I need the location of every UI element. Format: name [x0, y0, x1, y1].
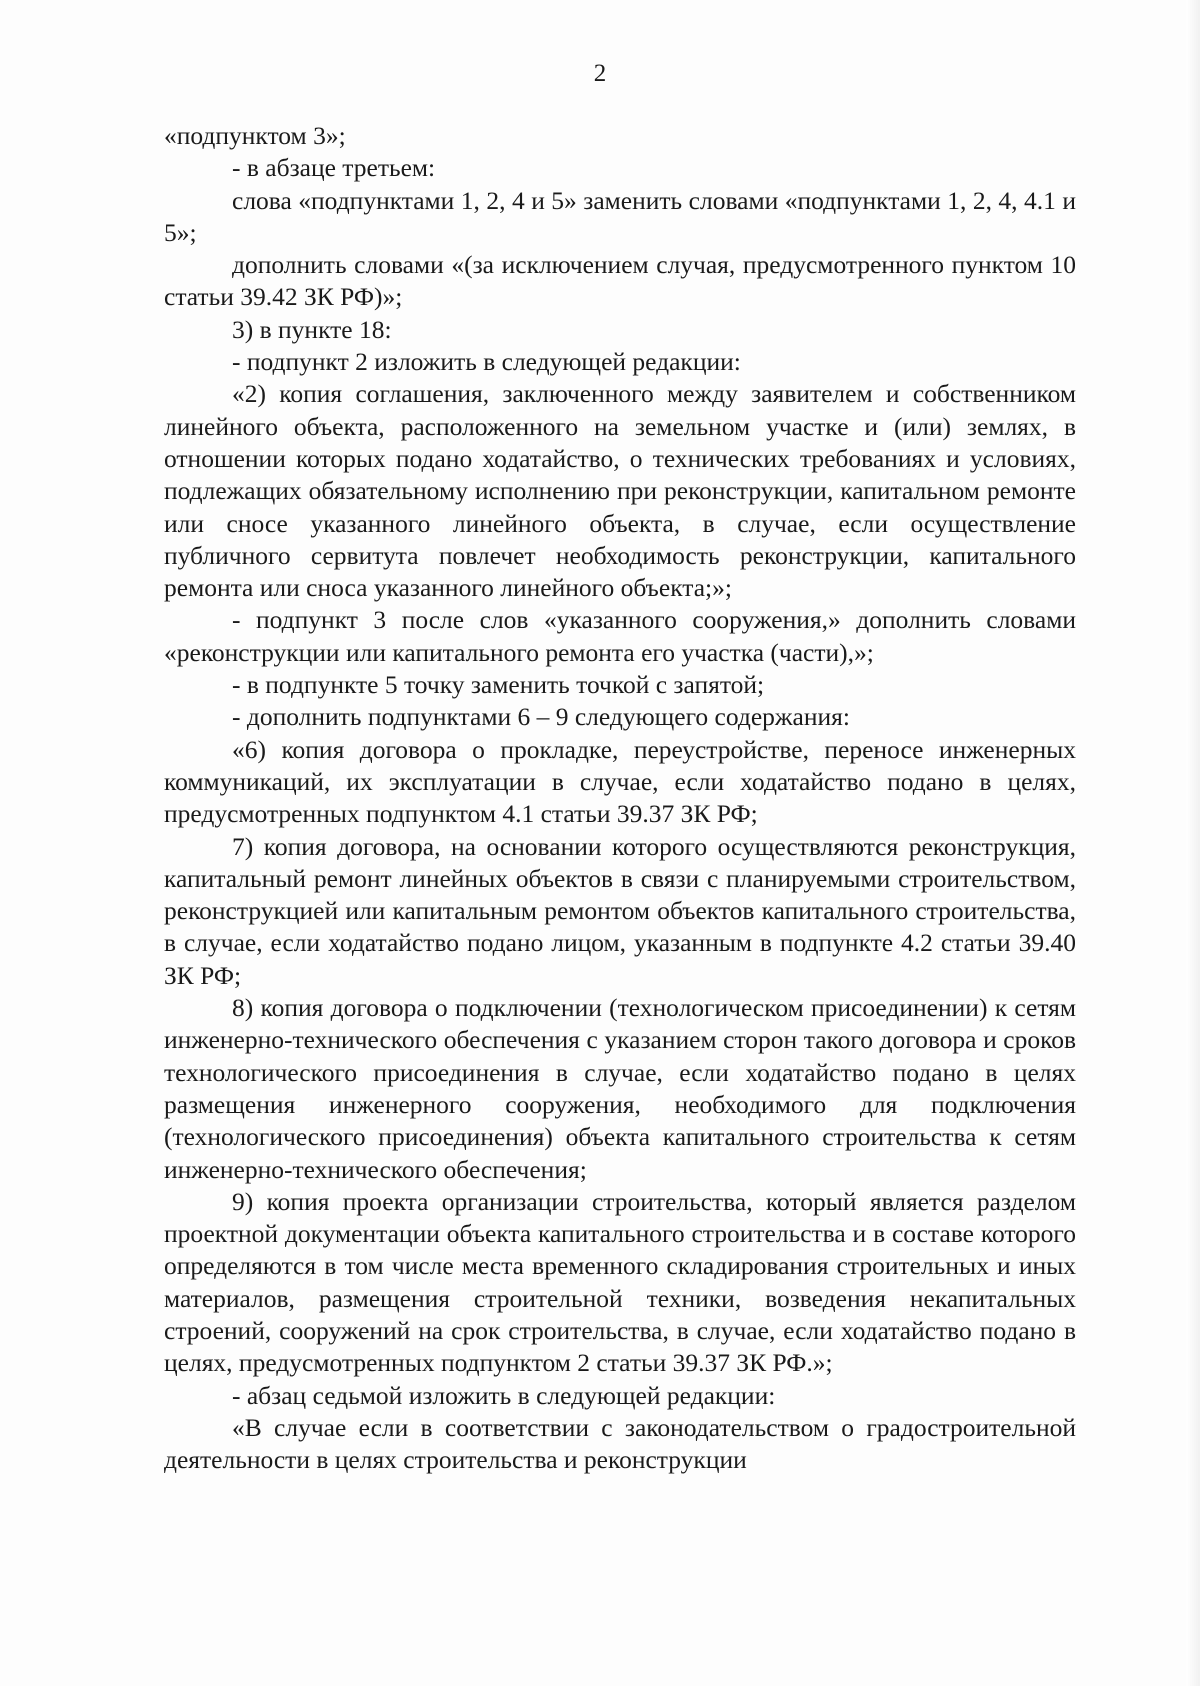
- paragraph: - подпункт 3 после слов «указанного сооружения,» дополнить словами «реконструкции или капитального ремонта его участка (части),»;: [164, 605, 1076, 667]
- paragraph: - в абзаце третьем:: [232, 153, 436, 183]
- paragraph: - абзац седьмой изложить в следующей редакции:: [232, 1380, 776, 1410]
- paragraph: - подпункт 2 изложить в следующей редакции:: [232, 347, 741, 377]
- paragraph: 9) копия проекта организации строительства, который является разделом проектной документации объекта капитального строительства и в составе которого определяются в том числе места временного складирования строительных и иных материалов, размещения строительной техники, возведения некапитальных строений, сооружений на срок строительства, в случае, если ходатайство подано в целях, предусмотренных подпунктом 2 статьи 39.37 ЗК РФ.»;: [164, 1186, 1076, 1378]
- paragraph: 7) копия договора, на основании которого осуществляются реконструкция, капитальный ремонт линейных объектов в связи с планируемыми строительством, реконструкцией или капитальным ремонтом объектов капитального строительства, в случае, если ходатайство подано лицом, указанным в подпункте 4.2 статьи 39.40 ЗК РФ;: [164, 831, 1076, 990]
- paragraph: - в подпункте 5 точку заменить точкой с запятой;: [232, 670, 765, 700]
- paragraph: «6) копия договора о прокладке, переустройстве, переносе инженерных коммуникаций, их эксплуатации в случае, если ходатайство подано в целях, предусмотренных подпунктом 4.1 статьи 39.37 ЗК РФ;: [164, 734, 1076, 829]
- paragraph: «2) копия соглашения, заключенного между заявителем и собственником линейного объекта, расположенного на земельном участке и (или) землях, в отношении которых подано ходатайство, о технических требованиях и условиях, подлежащих обязательному исполнению при реконструкции, капитальном ремонте или сносе указанного линейного объекта, в случае, если осуществление публичного сервитута повлечет необходимость реконструкции, капитального ремонта или сноса указанного линейного объекта;»;: [164, 379, 1076, 603]
- paragraph: «В случае если в соответствии с законодательством о градостроительной деятельности в целях строительства и реконструкции: [164, 1412, 1076, 1475]
- paragraph: дополнить словами «(за исключением случая, предусмотренного пунктом 10 статьи 39.42 ЗК РФ)»;: [164, 250, 1076, 312]
- paragraph: «подпунктом 3»;: [164, 121, 346, 150]
- page-number: 2: [593, 60, 607, 87]
- paragraph: - дополнить подпунктами 6 – 9 следующего содержания:: [232, 702, 850, 732]
- document-body: [164, 120, 1076, 1476]
- page-edge-shadow: [1186, 0, 1200, 1686]
- paragraph: 3) в пункте 18:: [232, 314, 392, 344]
- paragraph: 8) копия договора о подключении (технологическом присоединении) к сетям инженерно-технического обеспечения с указанием сторон такого договора и сроков технологического присоединения в случае, если ходатайство подано в целях размещения инженерного сооружения, необходимого для подключения (технологического присоединения) объекта капитального строительства к сетям инженерно-технического обеспечения;: [164, 993, 1076, 1184]
- paragraph: слова «подпунктами 1, 2, 4 и 5» заменить словами «подпунктами 1, 2, 4, 4.1 и 5»;: [164, 185, 1076, 247]
